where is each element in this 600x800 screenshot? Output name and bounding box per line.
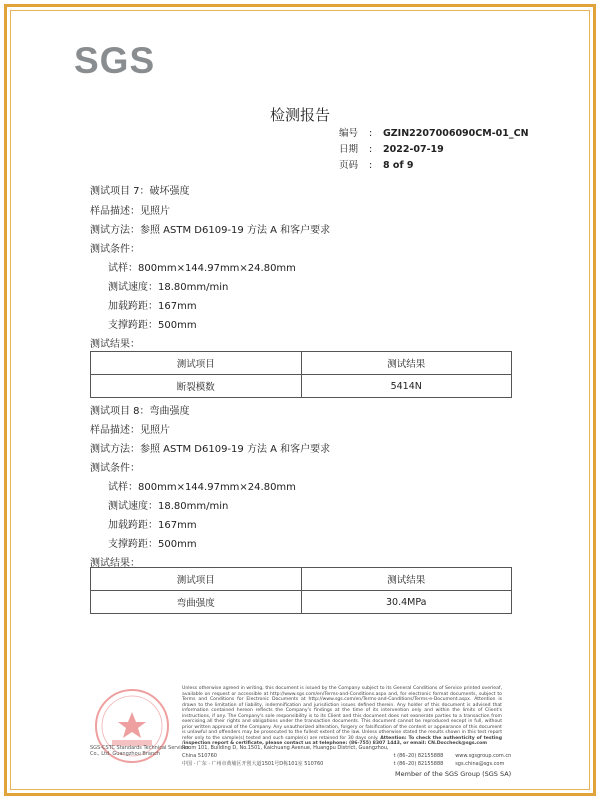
table-row (91, 591, 512, 614)
condition-specimen: 试样：800mm×144.97mm×24.80mm (108, 263, 296, 274)
meta-value: 8 of 9 (383, 160, 414, 171)
meta-value: 2022-07-19 (383, 144, 444, 155)
telephone: t (86–20) 82155888 (393, 753, 444, 759)
telephone: t (86–20) 82155888 (393, 761, 444, 767)
results-table (90, 351, 512, 398)
test-results-label: 测试结果： (90, 339, 140, 350)
test-item-title: 测试项目 7：破坏强度 (90, 186, 190, 197)
company-seal-stamp (88, 686, 176, 774)
member-note: Member of the SGS Group (SGS SA) (395, 770, 512, 778)
legal-disclaimer (182, 686, 502, 747)
meta-key: 编号 (339, 128, 359, 139)
test-conditions-label: 测试条件： (90, 244, 140, 255)
meta-page (339, 158, 529, 174)
condition-load-span: 加载跨距：167mm (108, 301, 197, 312)
table-cell: 断裂模数 (91, 375, 302, 398)
header-cell: 测试项目 (91, 352, 302, 375)
table-row (91, 375, 512, 398)
table-cell: 5414N (301, 375, 512, 398)
meta-colon: : (369, 160, 373, 171)
meta-key: 日期 (339, 144, 359, 155)
condition-specimen: 试样：800mm×144.97mm×24.80mm (108, 482, 296, 493)
address-en-row (182, 744, 511, 760)
attention-text: Attention: To check the authenticity of testing /inspection report & certificate, please contact us at telephone: (86-755) 8307 1443, or email: CN.Doccheck@sgs.com (182, 735, 502, 746)
meta-report-number (339, 126, 529, 142)
company-address (182, 744, 511, 768)
test-item-title: 测试项目 8：弯曲强度 (90, 406, 190, 417)
meta-key: 页码 (339, 160, 359, 171)
table-header-row (91, 568, 512, 591)
address-cn-row (182, 760, 511, 768)
meta-colon: : (369, 128, 373, 139)
results-table (90, 567, 512, 614)
seal-label: SGS-CSTC Standards Technical Services Co., Ltd. Guangzhou Branch (90, 745, 190, 757)
table-header-row (91, 352, 512, 375)
meta-colon: : (369, 144, 373, 155)
sample-description: 样品描述：见照片 (90, 206, 170, 217)
condition-speed: 测试速度：18.80mm/min (108, 282, 229, 293)
email: sgs.china@sgs.com (455, 761, 505, 767)
test-method: 测试方法：参照 ASTM D6109-19 方法 A 和客户要求 (90, 225, 331, 236)
header-cell: 测试结果 (301, 352, 512, 375)
condition-load-span: 加载跨距：167mm (108, 520, 197, 531)
condition-support-span: 支撑跨距：500mm (108, 539, 197, 550)
condition-support-span: 支撑跨距：500mm (108, 320, 197, 331)
page-title: 检测报告 (269, 106, 330, 124)
disclaimer-text: Unless otherwise agreed in writing, this document is issued by the Company subject to its General Conditions of Service printed overleaf, available on request or accessible at http://www.sgs.com/en/Terms-and-Conditions.aspx and, for electronic format documents, subject to Terms and Conditions for Electronic Documents at http://www.sgs.com/en/Terms-and-Conditions/Terms-e-Document.aspx. Attention is drawn to the limitation of liability, indemnification and jurisdiction issues defined therein. Any holder of this document is advised that information contained hereon reflects the Company's findings at the time of its intervention only and within the limits of Client's instructions, if any. The Company's sole responsibility is to its Client and this document does not exonerate parties to a transaction from exercising all their rights and obligations under the transaction documents. This document cannot be reproduced except in full, without prior written approval of the Company. Any unauthorized alteration, forgery or falsification of the content or appearance of this document is unlawful and offenders may be prosecuted to the fullest extent of the law. Unless otherwise stated the results shown in this test report refer only to the sample(s) tested and such sample(s) are retained for 30 days only. (182, 686, 502, 741)
condition-speed: 测试速度：18.80mm/min (108, 501, 229, 512)
meta-value: GZIN2207006090CM-01_CN (383, 128, 529, 139)
table-cell: 30.4MPa (301, 591, 512, 614)
test-conditions-label: 测试条件： (90, 463, 140, 474)
header-cell: 测试结果 (301, 568, 512, 591)
test-results-label: 测试结果： (90, 558, 140, 569)
header-cell: 测试项目 (91, 568, 302, 591)
table-cell: 弯曲强度 (91, 591, 302, 614)
meta-date (339, 142, 529, 158)
address-cn: 中国 · 广东 · 广州市黄埔区开创大道1501号D栋101室 510760 (182, 761, 324, 767)
address-en: Room 101, Building D, No.1501, Kaichuang Avenue, Huangpu District, Guangzhou, China 510760 (182, 745, 389, 759)
website: www.sgsgroup.com.cn (455, 753, 512, 759)
sgs-logo: SGS (74, 40, 156, 81)
test-method: 测试方法：参照 ASTM D6109-19 方法 A 和客户要求 (90, 444, 331, 455)
sample-description: 样品描述：见照片 (90, 425, 170, 436)
report-meta (339, 126, 529, 174)
